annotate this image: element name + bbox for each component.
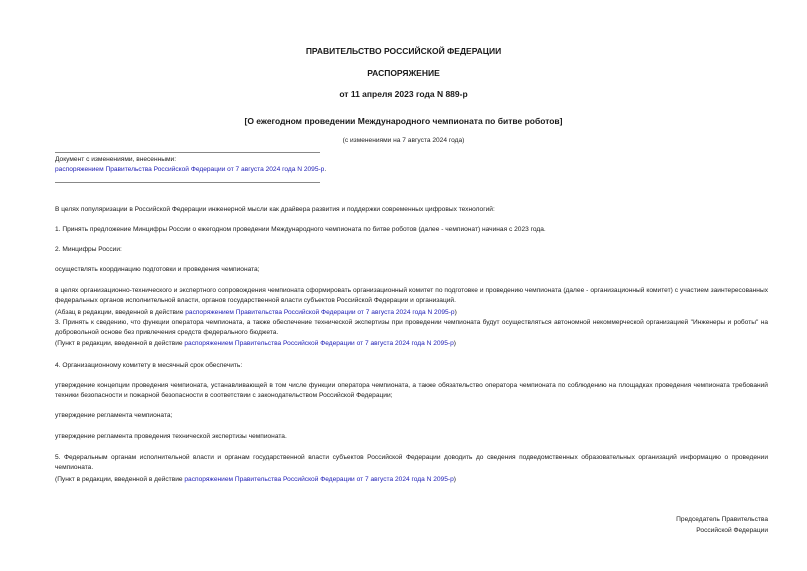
edit-note-link[interactable]: распоряжением Правительства Российской Федерации от 7 августа 2024 года N 2095-р xyxy=(184,476,454,483)
edit-note-link[interactable]: распоряжением Правительства Российской Федерации от 7 августа 2024 года N 2095-р xyxy=(184,340,454,347)
amendment-note-label: Документ с изменениями, внесенными: xyxy=(55,156,177,163)
org-heading: ПРАВИТЕЛЬСТВО РОССИЙСКОЙ ФЕДЕРАЦИИ xyxy=(305,46,502,56)
paragraph-4b: утверждение регламента чемпионата; xyxy=(55,412,173,419)
document-date: от 11 апреля 2023 года N 889-р xyxy=(339,89,468,99)
paragraph-2: 2. Минцифры России: xyxy=(55,246,122,253)
paragraph-4a: утверждение концепции проведения чемпионата, устанавливающей в том числе функции оператора чемпионата, а также обязательство оператора чемпионата по соблюдению на площадках проведения чемпионата требований техники безопасности и пожарной безопасности в соответствии с законодательством Российской Федерации; xyxy=(55,382,768,399)
paragraph-4: 4. Организационному комитету в месячный срок обеспечить: xyxy=(55,362,243,369)
signature-title: Председатель Правительства xyxy=(676,516,768,523)
edit-note-suffix: ) xyxy=(453,340,456,347)
document-type: РАСПОРЯЖЕНИЕ xyxy=(367,68,440,78)
divider-top xyxy=(55,152,320,153)
edit-note-prefix: (Пункт в редакции, введенной в действие xyxy=(55,476,185,483)
edit-note-suffix: ) xyxy=(454,309,457,316)
edit-note-3 xyxy=(55,339,768,349)
paragraph-3: 3. Принять к сведению, что функции оператора чемпионата, а также обеспечение технической экспертизы при проведении чемпионата будут осуществляться автономной некоммерческой организацией "Инженеры и роботы" на добровольной основе без привлечения средств федерального бюджета. xyxy=(55,319,768,336)
edit-note-prefix: (Пункт в редакции, введенной в действие xyxy=(55,340,185,347)
edit-note-prefix: (Абзац в редакции, введенной в действие xyxy=(55,309,186,316)
amendment-link-end: . xyxy=(324,166,327,173)
paragraph-5: 5. Федеральным органам исполнительной власти и органам государственной власти субъектов Российской Федерации доводить до сведения подведомственных образовательных организаций информацию о проведении чемпионата. xyxy=(55,454,768,471)
paragraph-2a: осуществлять координацию подготовки и проведения чемпионата; xyxy=(55,266,260,273)
divider-bottom xyxy=(55,182,320,183)
changes-note: (с изменениями на 7 августа 2024 года) xyxy=(342,137,465,144)
amendment-link[interactable]: распоряжением Правительства Российской Федерации от 7 августа 2024 года N 2095-р xyxy=(55,166,325,173)
paragraph-2b: в целях организационно-технического и экспертного сопровождения чемпионата сформировать организационный комитет по подготовке и проведению чемпионата (далее - организационный комитет) с участием заинтересованных федеральных органов исполнительной власти, органов государственной власти субъектов Российской Федерации и организаций. xyxy=(55,287,768,304)
amendment-note xyxy=(55,165,326,175)
edit-note-2b xyxy=(55,308,768,318)
edit-note-link[interactable]: распоряжением Правительства Российской Федерации от 7 августа 2024 года N 2095-р xyxy=(185,309,455,316)
intro-paragraph: В целях популяризации в Российской Федерации инженерной мысли как драйвера развития и поддержки современных цифровых технологий: xyxy=(55,206,495,213)
edit-note-5 xyxy=(55,475,768,485)
paragraph-4c: утверждение регламента проведения технической экспертизы чемпионата. xyxy=(55,433,287,440)
document-title: [О ежегодном проведении Международного чемпионата по битве роботов] xyxy=(244,116,563,126)
edit-note-suffix: ) xyxy=(453,476,456,483)
signature-org: Российской Федерации xyxy=(696,527,768,534)
paragraph-1: 1. Принять предложение Минцифры России о ежегодном проведении Международного чемпионата по битве роботов (далее - чемпионат) начиная с 2023 года. xyxy=(55,226,546,233)
